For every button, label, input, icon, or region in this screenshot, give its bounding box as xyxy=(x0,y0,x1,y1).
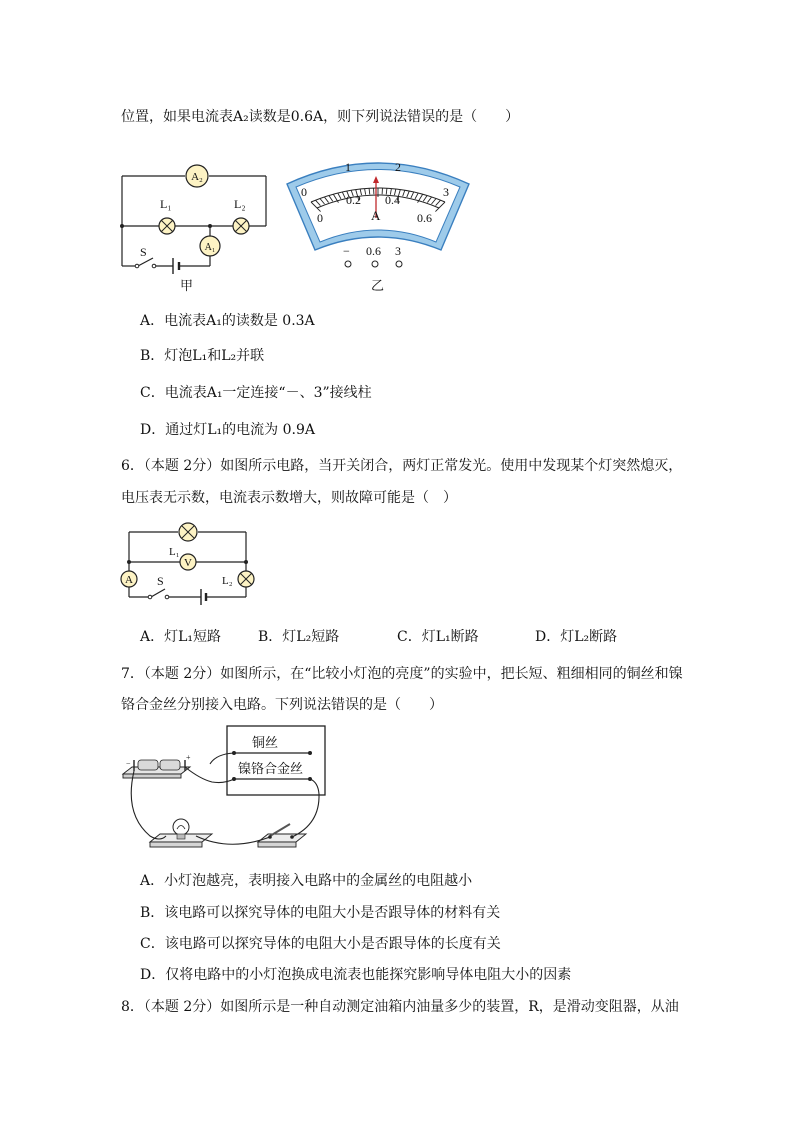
ammeter-icon xyxy=(121,571,137,587)
q7-option-b[interactable]: B．该电路可以探究导体的电阻大小是否跟导体的材料有关 xyxy=(140,905,501,921)
lamp-l2-label: L₂ xyxy=(222,575,233,587)
ammeter-a1-label: A₁ xyxy=(204,242,216,253)
lower-tick-0-4: 0.4 xyxy=(385,193,400,207)
svg-text:−: − xyxy=(126,759,131,768)
switch-s-label: S xyxy=(157,574,164,588)
figure-caption-jia: 甲 xyxy=(180,278,194,293)
voltmeter-icon xyxy=(180,554,196,570)
lower-tick-0-6: 0.6 xyxy=(417,211,432,225)
q5-figure-yi xyxy=(283,158,473,302)
q7-option-d[interactable]: D．仅将电路中的小灯泡换成电流表也能探究影响导体电阻大小的因素 xyxy=(140,967,572,983)
q8-stem-line1: 8．（本题 2分）如图所示是一种自动测定油箱内油量多少的装置，R，是滑动变阻器，从油 xyxy=(121,999,679,1015)
q6-option-d[interactable]: D．灯L₂断路 xyxy=(535,629,618,645)
terminal-negative-icon xyxy=(345,261,351,267)
ammeter-a2-label: A₂ xyxy=(191,171,203,183)
circuit-diagram-q6 xyxy=(113,517,263,609)
ammeter-dial-diagram xyxy=(283,158,473,298)
upper-tick-2: 2 xyxy=(395,160,401,174)
upper-tick-3: 3 xyxy=(443,185,449,199)
voltmeter-label: V xyxy=(184,557,192,569)
q5-option-a[interactable]: A．电流表A₁的读数是 0.3A xyxy=(140,313,315,329)
q5-option-d[interactable]: D．通过灯L₁的电流为 0.9A xyxy=(140,422,315,438)
q6-option-b[interactable]: B．灯L₂短路 xyxy=(258,629,340,645)
terminal-label-0-6: 0.6 xyxy=(366,244,381,258)
terminal-0-6-icon xyxy=(372,261,378,267)
terminal-3-icon xyxy=(396,261,402,267)
terminal-label-3: 3 xyxy=(395,244,401,258)
experiment-diagram-q7 xyxy=(120,724,330,860)
svg-text:+: + xyxy=(186,753,191,762)
figure-caption-yi: 乙 xyxy=(371,278,385,293)
lamp-l1-icon xyxy=(159,218,175,234)
lower-tick-0-2: 0.2 xyxy=(346,193,361,207)
lamp-l1-label: L₁ xyxy=(169,546,180,558)
lower-tick-0: 0 xyxy=(317,211,323,225)
terminal-label-negative: − xyxy=(343,244,350,258)
copper-wire-label: 铜丝 xyxy=(252,735,279,750)
lamp-l2-label: L₂ xyxy=(234,197,246,211)
q5-figure-jia xyxy=(116,158,276,302)
q5-option-b[interactable]: B．灯泡L₁和L₂并联 xyxy=(140,348,265,364)
lamp-l1-icon xyxy=(179,523,197,541)
q6-figure xyxy=(113,517,263,613)
switch-s-label: S xyxy=(140,245,147,259)
q6-stem-line2: 电压表无示数，电流表示数增大，则故障可能是（ ） xyxy=(121,490,457,506)
q6-option-a[interactable]: A．灯L₁短路 xyxy=(140,629,222,645)
q5-stem: 位置，如果电流表A₂读数是0.6A，则下列说法错误的是（ ） xyxy=(121,109,520,125)
bulb-icon xyxy=(150,819,212,847)
q6-stem-line1: 6．（本题 2分）如图所示电路，当开关闭合，两灯正常发光。使用中发现某个灯突然熄灭， xyxy=(121,458,683,474)
q5-option-c[interactable]: C．电流表A₁一定连接“－、3”接线柱 xyxy=(140,385,372,401)
upper-tick-1: 1 xyxy=(345,160,351,174)
knife-switch-icon xyxy=(258,824,306,847)
ammeter-a2-icon xyxy=(186,165,208,187)
lamp-l2-icon xyxy=(238,571,254,587)
q7-stem-line2: 铬合金丝分别接入电路。下列说法错误的是（ ） xyxy=(121,697,443,713)
q7-figure xyxy=(120,724,330,864)
q7-stem-line1: 7．（本题 2分）如图所示，在“比较小灯泡的亮度”的实验中，把长短、粗细相同的铜丝和镍 xyxy=(121,666,683,682)
lamp-l2-icon xyxy=(233,218,249,234)
q7-option-c[interactable]: C．该电路可以探究导体的电阻大小是否跟导体的长度有关 xyxy=(140,936,501,952)
circuit-diagram-jia xyxy=(116,158,276,298)
ammeter-a1-icon xyxy=(200,236,220,256)
unit-label: A xyxy=(371,208,381,223)
nichrome-wire-label: 镍铬合金丝 xyxy=(238,761,304,776)
q6-option-c[interactable]: C．灯L₁断路 xyxy=(397,629,479,645)
lamp-l1-label: L₁ xyxy=(160,197,172,211)
ammeter-label: A xyxy=(125,574,133,586)
q7-option-a[interactable]: A．小灯泡越亮，表明接入电路中的金属丝的电阻越小 xyxy=(140,873,473,889)
upper-tick-0: 0 xyxy=(301,185,307,199)
